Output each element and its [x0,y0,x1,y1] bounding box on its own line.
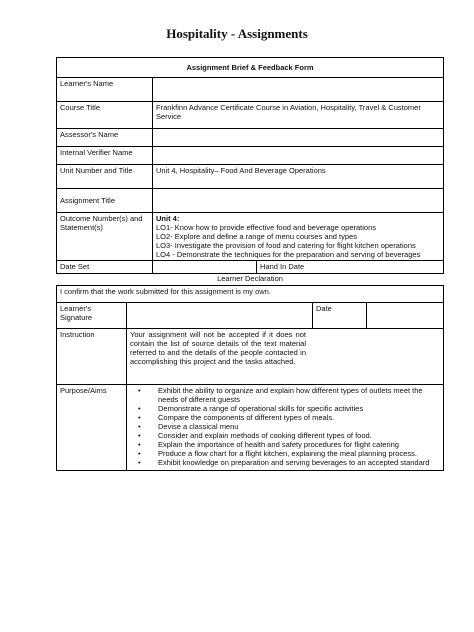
outcome-lo3: LO3- Investigate the provision of food and catering for flight kitchen operations [156,241,416,250]
learner-declaration-table [56,285,444,471]
purpose-aims-label: Purpose/Aims [57,385,127,471]
assignment-title-value[interactable] [153,189,444,213]
outcome-lo4: LO4 - Demonstrate the techniques for the preparation and serving of beverages [156,250,421,259]
aim-item: • Demonstrate a range of operational skills for specific activities [158,404,440,413]
course-title-label: Course Title [57,102,153,129]
outcome-lo2: LO2- Explore and define a range of menu courses and types [156,232,357,241]
unit-number-value: Unit 4, Hospitality– Food And Beverage Operations [153,165,444,189]
hand-in-date-label: Hand In Date [257,261,444,274]
instruction-paragraph: Your assignment will not be accepted if it does not contain the list of source details of the text material referred to and the details of the people contacted in accomplishing this project and the tasks attached. [130,330,306,366]
outcome-statements [153,213,444,261]
signature-label: Learner's Signature [57,303,127,329]
date-set-label: Date Set [57,261,153,274]
date-field[interactable] [367,303,444,329]
assessor-name-label: Assessor's Name [57,129,153,147]
aim-item: • Explain the importance of health and safety procedures for flight catering [158,440,440,449]
unit-heading: Unit 4: [156,214,180,223]
verifier-name-value[interactable] [153,147,444,165]
learner-declaration-heading: Learner Declaration [217,274,283,283]
learner-name-label: Learner's Name [57,78,153,102]
declaration-statement: I confirm that the work submitted for this assignment is my own. [57,286,444,303]
course-title-value: Frankfinn Advance Certificate Course in Aviation, Hospitality, Travel & Customer Service [153,102,444,129]
aim-item: • Produce a flow chart for a flight kitchen, explaining the meal planning process. [158,449,440,458]
assignment-title-label: Assignment Title [57,189,153,213]
page-title: Hospitality - Assignments [166,26,308,41]
assessor-name-value[interactable] [153,129,444,147]
unit-number-label: Unit Number and Title [57,165,153,189]
date-set-value[interactable] [153,261,257,274]
learner-name-value[interactable] [153,78,444,102]
outcome-label: Outcome Number(s) and Statement(s) [57,213,153,261]
verifier-name-label: Internal Verifier Name [57,147,153,165]
date-label: Date [313,303,367,329]
instruction-label: Instruction [57,329,127,385]
aim-item: • Exhibit the ability to organize and explain how different types of outlets meet the needs of different guests [158,386,440,404]
aim-item: • Consider and explain methods of cooking different types of food. [158,431,440,440]
aim-item: • Compare the components of different types of meals. [158,413,440,422]
aim-item: • Devise a classical menu [158,422,440,431]
purpose-aims-list [127,385,444,471]
aim-item: • Exhibit knowledge on preparation and serving beverages to an accepted standard [158,458,440,467]
assignment-brief-table [56,57,444,274]
brief-heading: Assignment Brief & Feedback Form [57,58,444,78]
outcome-lo1: LO1- Know how to provide effective food and beverage operations [156,223,377,232]
instruction-text [127,329,444,385]
signature-field[interactable] [127,303,313,329]
